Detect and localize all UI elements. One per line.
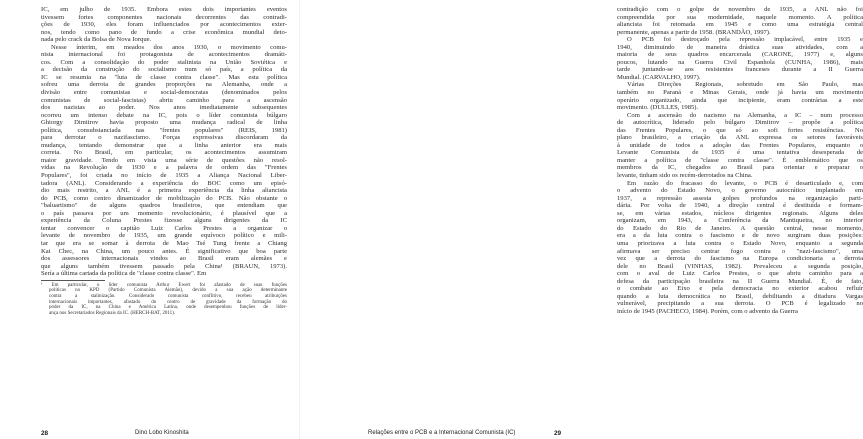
body-text-line: era a da luta contra o fascismo e de novo surgiram duas posições:: [617, 232, 863, 240]
body-text-line: o país passava por um momento revolucionário, é plausível que a: [41, 209, 287, 217]
body-text-line: cos. Com a consolidação do poder stalinista na União Soviética e: [41, 58, 287, 66]
body-text-line: aliancista foi retomada em 1945 e como uma estratégia central: [617, 21, 863, 29]
body-text-line: quando a luta democrática no Brasil, debilitando a ditadura Vargas: [617, 292, 863, 300]
body-text-line: plano brasileiro, a criação da ANL expressa os setores favoráveis: [617, 134, 863, 142]
body-text-line: vez que a derrota do fascismo na Europa condicionaria a derrota: [617, 255, 863, 263]
body-text-line: membros da IC, chegados ao Brasil para orientar e preparar o: [617, 164, 863, 172]
footnote-line: contra a stalinização. Considerado comunista conflitivo, recebeu atribuições: [49, 294, 287, 300]
body-text-line: dio mais restrito, a ANL é a primeira experiência da linha aliancista: [41, 187, 287, 195]
body-text-line: tentar convencer o capitão Luiz Carlos Prestes a organizar o: [41, 224, 287, 232]
body-text-line: 1937, a repressão assesta golpes profundos na organização parti-: [617, 194, 863, 202]
body-text-line: Mundial. (CARVALHO, 1997).: [617, 73, 701, 81]
body-text-line: para derrotar o nazifascismo. Forças expressivas discordaram da: [41, 134, 287, 142]
body-text-line: vulnerável, precipitando a sua derrota. O PCB é legalizado no: [617, 300, 863, 308]
body-text-line: Em razão do fracasso do levante, o PCB é desarticulado e, com: [627, 179, 863, 187]
body-text-line: manter a política de "classe contra classe". É emblemático que os: [617, 156, 863, 164]
body-text-line: de autocrítica, liderado pelo búlgaro Dimitrov – propôe a política: [617, 119, 863, 127]
body-text-line: nos, tendo como pano de fundo a crise econômica mundial deto-: [41, 28, 287, 36]
body-text-line: que alguns também tivessem passado pela China¹ (BRAUN, 1973).: [41, 262, 287, 270]
body-text-line: das Frentes Populares, o que só ao sofi fortes resistências. No: [617, 126, 863, 134]
body-text-line: afirmava ser preciso centrar fogo contra o "nazi-fascismo", uma: [617, 247, 863, 255]
left-running-footer: Dino Lobo Kinoshita: [135, 430, 189, 436]
body-text-line: correta. No Brasil, em particular, os acontecimentos assumiram: [41, 149, 287, 157]
body-text-line: contradição com o golpe de novembro de 1935, a ANL não foi: [617, 6, 863, 13]
body-text-line: Com a ascensão do nazismo na Alemanha, a IC – num processo: [627, 111, 863, 119]
body-text-line: ocorreu um intenso debate na IC, pois o líder comunista búlgaro: [41, 111, 287, 119]
body-text-line: movimento. (DULLES, 1985).: [617, 104, 699, 112]
body-text-line: política, consubstanciada nas "frentes populares" (REIS, 1981): [41, 126, 287, 134]
body-text-line: sofreu uma derrota de grandes proporções na Alemanha, onde a: [41, 81, 287, 89]
footnote-line: internacionais importantes, afastado do centro de gravidade da formação do: [49, 299, 287, 305]
body-text-line: tarde juntando-se aos resistentes franceses durante a II Guerra: [617, 66, 863, 74]
body-text-line: IC, em julho de 1935. Embora estes dois importantes eventos: [41, 6, 287, 13]
body-text-line: nista internacional foi protagonista de acontecimentos dramáti-: [41, 51, 287, 59]
footnote-line: poder da IC, na China e América Latina, onde desempenhou funções de líder-: [49, 305, 287, 311]
body-text-line: dária. Por volta de 1940, a direção central é destituída e formam-: [617, 202, 863, 210]
footnote-line: ¹ Em particular, o líder comunista Arthur Ewert foi afastado de suas funções: [41, 282, 287, 288]
body-text-line: operário organizado, ainda que incipiente, eram contrárias a este: [617, 96, 863, 104]
body-text-line: tadora (ANL). Considerando a experiência do BOC como um episó-: [41, 179, 287, 187]
body-text-line: maioria de seus quadros encarcerada (CARONE, 1977) e, alguns: [617, 51, 863, 59]
body-text-line: dos assessores internacionais vindos ao Brasil eram alemães e: [41, 255, 287, 263]
body-text-line: "baluartismo" de alguns quadros brasileiros, que entendiam que: [41, 202, 287, 210]
body-text-line: tivessem fortes componentes nacionais decorrentes das contradi-: [41, 13, 287, 21]
body-text-line: o advento do Estado Novo, o governo autocrático implantado em: [617, 187, 863, 195]
body-text-line: a decisão da construção do socialismo num só país, a política da: [41, 66, 287, 74]
body-text-line: 1940, diminuindo de maneira drástica suas atividades, com a: [617, 43, 863, 51]
body-text-line: levante de novembro de 1935, um grande equívoco político e mili-: [41, 232, 287, 240]
body-text-line: dos nazistas ao poder. Nos anos imediatamente subsequentes: [41, 104, 287, 112]
body-text-line: do Estado do Rio de Janeiro. A questão central, nesse momento,: [617, 224, 863, 232]
body-text-line: maior gravidade. Tendo em vista uma série de questões não resol-: [41, 156, 287, 164]
body-text-line: organizam, em 1943, a Conferência da Mantiqueira, no interior: [617, 217, 863, 225]
body-text-line: IC se resumia na "luta de classe contra classe". Mas esta política: [41, 73, 287, 81]
body-text-line: Levante Comunista de 1935 é uma tentativa desesperada de: [617, 149, 863, 157]
body-text-line: tar que era se somar à derrota de Mao Tsé Tung frente a Chiang: [41, 239, 287, 247]
body-text-line: Kai Chec, na China, um pouco antes. É significativo que boa parte: [41, 247, 287, 255]
footnote-separator: [41, 280, 105, 281]
body-text-line: nada pelo crack da Bolsa de Nova Iorque.: [41, 36, 152, 44]
body-text-line: mudança, tentando demonstrar que a linha anterior era mais: [41, 141, 287, 149]
body-text-line: Várias Direções Regionais, sobretudo em São Paulo, mas: [627, 81, 863, 89]
right-running-footer: Relações entre o PCB e a Internacional Comunista (IC): [368, 430, 516, 436]
right-page-body: [617, 6, 863, 315]
right-page-number: 29: [554, 430, 562, 437]
body-text-line: poucos, lutando na Guerra Civil Espanhola (CUNHA, 1986), mais: [617, 58, 863, 66]
footnote-line: ança nos Secretariados Regionais da IC. (HERCH-BAT, 2011).: [49, 311, 176, 317]
body-text-line: o combate ao Eixo e pela democracia no exterior acabou refluír: [617, 285, 863, 293]
body-text-line: se, em várias estados, núcleos dirigentes regionais. Alguns deles: [617, 209, 863, 217]
body-text-line: do PCB, como centro dinamizador de mobilização do PCB. Não obstante o: [41, 194, 287, 202]
body-text-line: também no Paraná e Minas Gerais, onde já havia um movimento: [617, 89, 863, 97]
body-text-line: Ghiorgy Dimitrov havia proposto uma mudança radical de linha: [41, 119, 287, 127]
body-text-line: divisão entre comunistas e social-democratas (denominados pelos: [41, 89, 287, 97]
body-text-line: à unidade de todos a adoção das Frentes Populares, enquanto o: [617, 141, 863, 149]
body-text-line: Sería a última cartada da política de "classe contra classe". Em: [41, 270, 207, 278]
body-text-line: defesa da participação brasileira na II Guerra Mundial. É, de fato,: [617, 277, 863, 285]
body-text-line: com o aval de Luiz Carlos Prestes, o que abriu caminho para a: [617, 270, 863, 278]
body-text-line: Nesse ínterim, em meados dos anos 1930, o movimento comu-: [51, 43, 287, 51]
left-page: [0, 0, 300, 439]
body-text-line: levante, tinham sido os recém-derrotados na China.: [617, 172, 753, 180]
body-text-line: ções de 1930, eles foram influenciados por acontecimentos exter-: [41, 21, 287, 29]
body-text-line: uma priorizava a luta contra o Estado Novo, enquanto a segunda: [617, 239, 863, 247]
body-text-line: O PCB foi destroçado pela repressão implacável, entre 1935 e: [627, 36, 863, 44]
body-text-line: dele no Brasil (VINHAS, 1982). Prevaleceu a segunda posição,: [617, 262, 863, 270]
left-page-number: 28: [41, 430, 49, 437]
body-text-line: vidas na Revolução de 1930 e a palavra de ordem das "Frentes: [41, 164, 287, 172]
right-page: [300, 0, 863, 439]
body-text-line: início de 1945 (PACHECO, 1984). Porém, com o advento da Guerra: [617, 307, 798, 315]
body-text-line: compreendida por sua modernidade, naquele momento. A política: [617, 13, 863, 21]
body-text-line: permanente, apenas a partir de 1958. (BRANDÃO, 1997).: [617, 28, 771, 36]
body-text-line: experiência da Coluna Prestes fizesse alguns dirigentes da IC: [41, 217, 287, 225]
body-text-line: Populares", foi criada no início de 1935 a Aliança Nacional Liber-: [41, 172, 287, 180]
footnote-line: políticas no KPD (Partido Comunista Alemão), devido a sua ação determinante: [49, 288, 287, 294]
left-page-body: [41, 6, 287, 317]
body-text-line: comunistas de social-fascistas) abriu caminho para a ascensão: [41, 96, 287, 104]
